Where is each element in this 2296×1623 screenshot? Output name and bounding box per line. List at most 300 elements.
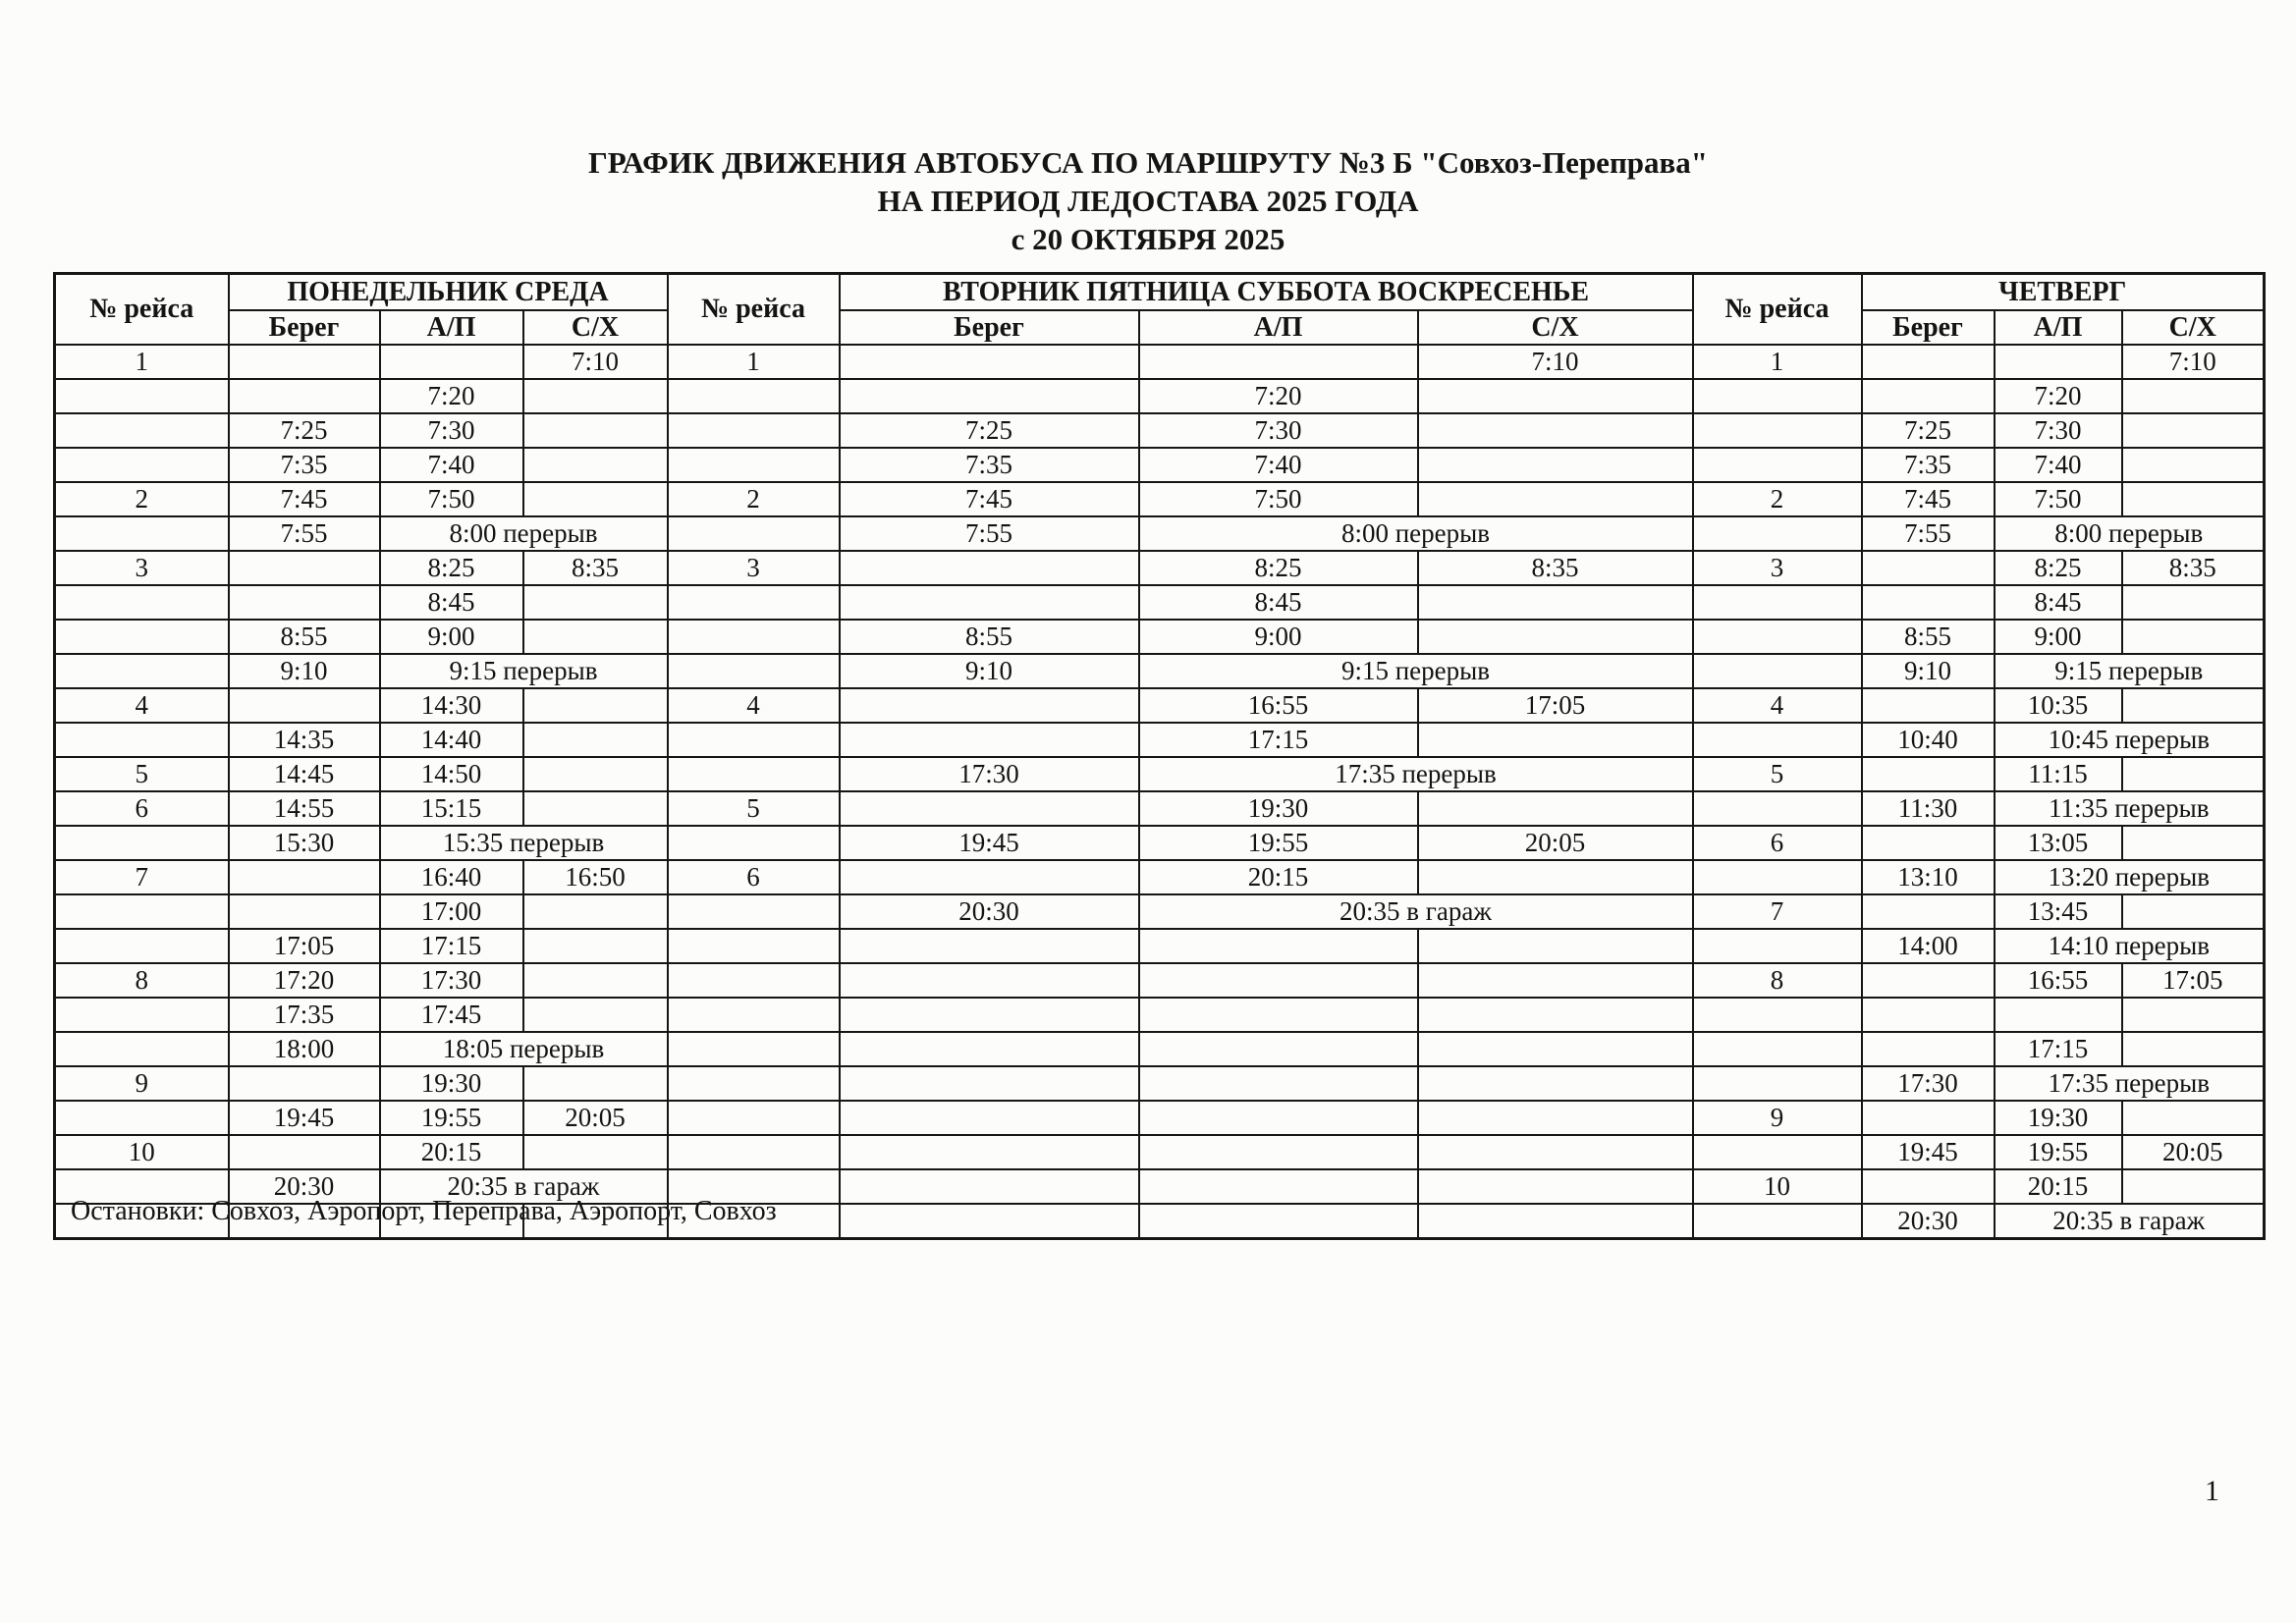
trip-number-cell: 4 — [1693, 688, 1862, 723]
time-cell: 10:35 — [1995, 688, 2122, 723]
trip-number-cell: 7 — [1693, 894, 1862, 929]
time-cell — [1418, 413, 1693, 448]
time-cell — [1418, 860, 1693, 894]
time-cell: 9:15 перерыв — [1139, 654, 1693, 688]
time-cell: 9:00 — [1995, 620, 2122, 654]
time-cell — [1418, 379, 1693, 413]
table-row — [55, 654, 2265, 688]
time-cell: 7:10 — [1418, 345, 1693, 379]
table-row — [55, 620, 2265, 654]
time-cell — [840, 379, 1139, 413]
time-cell — [840, 585, 1139, 620]
time-cell: 20:05 — [523, 1101, 668, 1135]
time-cell: 7:10 — [2122, 345, 2265, 379]
time-cell: 20:30 — [840, 894, 1139, 929]
time-cell — [840, 1169, 1139, 1204]
time-cell: 7:30 — [1995, 413, 2122, 448]
trip-number-cell: 9 — [1693, 1101, 1862, 1135]
time-cell: 7:40 — [1995, 448, 2122, 482]
trip-number-cell — [668, 1101, 840, 1135]
trip-number-cell: 10 — [1693, 1169, 1862, 1204]
time-cell: 17:30 — [380, 963, 523, 998]
trip-number-cell: 5 — [668, 791, 840, 826]
document-title — [0, 143, 2296, 258]
time-cell: 20:35 в гараж — [1139, 894, 1693, 929]
time-cell: 11:35 перерыв — [1995, 791, 2265, 826]
trip-number-cell — [1693, 1135, 1862, 1169]
trip-number-cell: 9 — [55, 1066, 229, 1101]
time-cell: 15:35 перерыв — [380, 826, 668, 860]
time-cell: 8:35 — [523, 551, 668, 585]
time-cell — [1862, 757, 1995, 791]
trip-number-cell: 5 — [1693, 757, 1862, 791]
time-cell — [840, 1101, 1139, 1135]
time-cell: 18:00 — [229, 1032, 380, 1066]
table-row — [55, 1066, 2265, 1101]
time-cell: 8:25 — [1139, 551, 1418, 585]
stop-header-bereg: Берег — [1862, 310, 1995, 345]
trip-number-cell — [55, 894, 229, 929]
trip-number-cell — [55, 448, 229, 482]
table-row — [55, 1101, 2265, 1135]
time-cell: 17:15 — [1995, 1032, 2122, 1066]
trip-number-cell — [1693, 448, 1862, 482]
time-cell: 7:45 — [229, 482, 380, 516]
time-cell — [523, 998, 668, 1032]
time-cell — [1862, 1032, 1995, 1066]
time-cell — [523, 379, 668, 413]
time-cell: 8:35 — [2122, 551, 2265, 585]
stop-header-sx: С/Х — [1418, 310, 1693, 345]
time-cell: 9:10 — [1862, 654, 1995, 688]
time-cell — [2122, 1101, 2265, 1135]
time-cell: 9:15 перерыв — [380, 654, 668, 688]
trip-number-cell: 3 — [668, 551, 840, 585]
time-cell: 13:05 — [1995, 826, 2122, 860]
time-cell — [1418, 963, 1693, 998]
trip-number-cell — [1693, 379, 1862, 413]
trip-number-cell — [55, 379, 229, 413]
time-cell: 7:50 — [380, 482, 523, 516]
table-row — [55, 826, 2265, 860]
stop-header-ap: А/П — [1995, 310, 2122, 345]
time-cell — [840, 998, 1139, 1032]
stops-note: Остановки: Совхоз, Аэропорт, Переправа, Аэропорт, Совхоз — [71, 1196, 777, 1226]
time-cell — [1418, 998, 1693, 1032]
trip-number-cell: 8 — [55, 963, 229, 998]
trip-number-cell — [668, 757, 840, 791]
time-cell — [1139, 929, 1418, 963]
table-row — [55, 757, 2265, 791]
time-cell — [229, 688, 380, 723]
trip-number-cell: 3 — [55, 551, 229, 585]
time-cell — [229, 345, 380, 379]
trip-number-cell: 4 — [55, 688, 229, 723]
time-cell: 13:45 — [1995, 894, 2122, 929]
time-cell: 16:50 — [523, 860, 668, 894]
time-cell — [523, 585, 668, 620]
time-cell: 19:30 — [380, 1066, 523, 1101]
time-cell — [229, 894, 380, 929]
time-cell: 15:15 — [380, 791, 523, 826]
time-cell — [229, 551, 380, 585]
time-cell: 14:50 — [380, 757, 523, 791]
time-cell — [2122, 413, 2265, 448]
time-cell — [1139, 345, 1418, 379]
trip-number-cell — [55, 723, 229, 757]
time-cell: 7:10 — [523, 345, 668, 379]
trip-number-header-thursday: № рейса — [1693, 274, 1862, 346]
trip-number-cell — [668, 826, 840, 860]
time-cell — [840, 1066, 1139, 1101]
table-row — [55, 929, 2265, 963]
time-cell: 9:15 перерыв — [1995, 654, 2265, 688]
time-cell: 19:45 — [1862, 1135, 1995, 1169]
time-cell — [2122, 1032, 2265, 1066]
trip-number-cell — [668, 620, 840, 654]
time-cell: 7:40 — [380, 448, 523, 482]
time-cell: 8:45 — [380, 585, 523, 620]
time-cell: 20:30 — [1862, 1204, 1995, 1239]
schedule-body — [55, 345, 2265, 1239]
time-cell — [229, 379, 380, 413]
time-cell — [1418, 448, 1693, 482]
table-row — [55, 963, 2265, 998]
stop-header-ap: А/П — [1139, 310, 1418, 345]
time-cell — [1139, 1169, 1418, 1204]
time-cell — [523, 723, 668, 757]
time-cell: 14:40 — [380, 723, 523, 757]
time-cell: 17:35 — [229, 998, 380, 1032]
table-row — [55, 688, 2265, 723]
time-cell: 9:00 — [380, 620, 523, 654]
time-cell: 20:05 — [1418, 826, 1693, 860]
table-row — [55, 791, 2265, 826]
stop-header-bereg: Берег — [840, 310, 1139, 345]
time-cell: 13:10 — [1862, 860, 1995, 894]
time-cell: 8:55 — [1862, 620, 1995, 654]
time-cell: 19:45 — [840, 826, 1139, 860]
trip-number-cell — [668, 585, 840, 620]
time-cell: 16:55 — [1995, 963, 2122, 998]
time-cell: 14:35 — [229, 723, 380, 757]
trip-number-cell: 2 — [1693, 482, 1862, 516]
trip-number-cell: 6 — [668, 860, 840, 894]
time-cell — [229, 860, 380, 894]
table-row — [55, 894, 2265, 929]
time-cell: 19:30 — [1995, 1101, 2122, 1135]
stop-header-ap: А/П — [380, 310, 523, 345]
table-row — [55, 448, 2265, 482]
time-cell — [523, 1066, 668, 1101]
time-cell — [1418, 1066, 1693, 1101]
trip-number-cell — [1693, 1204, 1862, 1239]
time-cell — [2122, 688, 2265, 723]
time-cell: 7:25 — [840, 413, 1139, 448]
time-cell — [840, 791, 1139, 826]
time-cell: 7:20 — [1139, 379, 1418, 413]
trip-number-cell — [668, 1032, 840, 1066]
time-cell: 15:30 — [229, 826, 380, 860]
time-cell: 16:55 — [1139, 688, 1418, 723]
time-cell — [523, 1135, 668, 1169]
trip-number-cell — [668, 929, 840, 963]
time-cell — [1862, 345, 1995, 379]
trip-number-cell: 2 — [55, 482, 229, 516]
trip-number-cell — [1693, 860, 1862, 894]
time-cell — [1139, 1204, 1418, 1239]
trip-number-header-mon-wed: № рейса — [55, 274, 229, 346]
day-header-monday-wednesday: ПОНЕДЕЛЬНИК СРЕДА — [229, 274, 668, 311]
time-cell: 9:10 — [229, 654, 380, 688]
trip-number-cell — [1693, 1066, 1862, 1101]
trip-number-cell: 2 — [668, 482, 840, 516]
time-cell — [2122, 482, 2265, 516]
time-cell: 8:25 — [1995, 551, 2122, 585]
time-cell: 17:15 — [380, 929, 523, 963]
time-cell — [2122, 448, 2265, 482]
table-row — [55, 1032, 2265, 1066]
time-cell: 8:35 — [1418, 551, 1693, 585]
time-cell: 17:30 — [1862, 1066, 1995, 1101]
time-cell — [1139, 963, 1418, 998]
time-cell — [1862, 379, 1995, 413]
table-row — [55, 413, 2265, 448]
time-cell: 20:15 — [1139, 860, 1418, 894]
time-cell — [523, 757, 668, 791]
trip-number-cell — [55, 826, 229, 860]
time-cell: 14:45 — [229, 757, 380, 791]
time-cell — [2122, 585, 2265, 620]
trip-number-cell — [55, 654, 229, 688]
time-cell — [840, 929, 1139, 963]
time-cell — [523, 929, 668, 963]
table-row — [55, 998, 2265, 1032]
stop-header-sx: С/Х — [523, 310, 668, 345]
trip-number-cell — [668, 723, 840, 757]
time-cell: 7:40 — [1139, 448, 1418, 482]
time-cell — [2122, 379, 2265, 413]
trip-number-cell: 6 — [55, 791, 229, 826]
time-cell — [840, 1032, 1139, 1066]
time-cell: 7:35 — [840, 448, 1139, 482]
time-cell — [1418, 1135, 1693, 1169]
time-cell: 8:00 перерыв — [380, 516, 668, 551]
time-cell: 17:05 — [2122, 963, 2265, 998]
trip-number-cell: 5 — [55, 757, 229, 791]
time-cell — [1418, 620, 1693, 654]
time-cell: 7:45 — [840, 482, 1139, 516]
trip-number-cell — [668, 1135, 840, 1169]
time-cell: 8:45 — [1995, 585, 2122, 620]
time-cell: 11:15 — [1995, 757, 2122, 791]
trip-number-cell — [668, 963, 840, 998]
table-row — [55, 379, 2265, 413]
stop-header-sx: С/Х — [2122, 310, 2265, 345]
table-row — [55, 482, 2265, 516]
trip-number-cell: 8 — [1693, 963, 1862, 998]
time-cell — [840, 688, 1139, 723]
time-cell — [1995, 998, 2122, 1032]
time-cell: 8:55 — [840, 620, 1139, 654]
time-cell — [1862, 998, 1995, 1032]
time-cell — [1862, 585, 1995, 620]
time-cell — [523, 448, 668, 482]
time-cell: 7:35 — [1862, 448, 1995, 482]
time-cell — [1418, 1204, 1693, 1239]
time-cell: 7:55 — [840, 516, 1139, 551]
time-cell — [1862, 688, 1995, 723]
time-cell: 11:30 — [1862, 791, 1995, 826]
time-cell: 20:15 — [380, 1135, 523, 1169]
time-cell: 14:55 — [229, 791, 380, 826]
trip-number-cell — [1693, 723, 1862, 757]
trip-number-cell — [55, 929, 229, 963]
time-cell — [1418, 1169, 1693, 1204]
time-cell — [1418, 723, 1693, 757]
trip-number-cell — [55, 620, 229, 654]
table-row — [55, 1135, 2265, 1169]
time-cell: 7:55 — [229, 516, 380, 551]
time-cell: 10:40 — [1862, 723, 1995, 757]
time-cell: 17:15 — [1139, 723, 1418, 757]
page-number: 1 — [2205, 1475, 2219, 1507]
time-cell — [840, 1135, 1139, 1169]
time-cell — [1995, 345, 2122, 379]
time-cell: 17:35 перерыв — [1995, 1066, 2265, 1101]
time-cell: 7:20 — [1995, 379, 2122, 413]
stop-header-bereg: Берег — [229, 310, 380, 345]
time-cell: 20:05 — [2122, 1135, 2265, 1169]
title-line-route: ГРАФИК ДВИЖЕНИЯ АВТОБУСА ПО МАРШРУТУ №3 Б "Совхоз-Переправа" — [587, 145, 1708, 180]
table-row — [55, 585, 2265, 620]
trip-number-cell: 1 — [1693, 345, 1862, 379]
time-cell — [2122, 757, 2265, 791]
time-cell — [1139, 1066, 1418, 1101]
trip-number-cell — [668, 894, 840, 929]
trip-number-cell — [668, 448, 840, 482]
trip-number-cell — [1693, 654, 1862, 688]
title-line-date: с 20 ОКТЯБРЯ 2025 — [1011, 222, 1285, 256]
time-cell: 17:00 — [380, 894, 523, 929]
time-cell — [523, 791, 668, 826]
trip-number-cell — [1693, 516, 1862, 551]
time-cell — [523, 894, 668, 929]
time-cell — [840, 963, 1139, 998]
time-cell: 18:05 перерыв — [380, 1032, 668, 1066]
trip-number-cell — [668, 516, 840, 551]
time-cell — [523, 963, 668, 998]
time-cell: 8:45 — [1139, 585, 1418, 620]
trip-number-cell — [55, 1032, 229, 1066]
time-cell: 7:35 — [229, 448, 380, 482]
bus-schedule-table — [53, 272, 2266, 1240]
trip-number-cell — [55, 413, 229, 448]
time-cell — [840, 1204, 1139, 1239]
time-cell — [523, 413, 668, 448]
table-row — [55, 860, 2265, 894]
time-cell — [1418, 585, 1693, 620]
time-cell — [523, 688, 668, 723]
time-cell — [1418, 482, 1693, 516]
day-header-tue-fri-sat-sun: ВТОРНИК ПЯТНИЦА СУББОТА ВОСКРЕСЕНЬЕ — [840, 274, 1693, 311]
time-cell: 9:00 — [1139, 620, 1418, 654]
time-cell: 7:45 — [1862, 482, 1995, 516]
trip-number-cell: 7 — [55, 860, 229, 894]
trip-number-cell — [55, 585, 229, 620]
time-cell — [523, 620, 668, 654]
time-cell: 13:20 перерыв — [1995, 860, 2265, 894]
trip-number-cell: 1 — [668, 345, 840, 379]
time-cell — [2122, 998, 2265, 1032]
time-cell — [1139, 1135, 1418, 1169]
trip-number-cell — [668, 379, 840, 413]
time-cell: 8:55 — [229, 620, 380, 654]
time-cell: 19:45 — [229, 1101, 380, 1135]
time-cell: 17:05 — [1418, 688, 1693, 723]
time-cell — [1862, 1169, 1995, 1204]
trip-number-cell — [1693, 998, 1862, 1032]
time-cell: 19:55 — [380, 1101, 523, 1135]
time-cell — [1139, 1101, 1418, 1135]
time-cell — [1418, 1032, 1693, 1066]
table-row — [55, 516, 2265, 551]
time-cell — [1418, 791, 1693, 826]
time-cell: 16:40 — [380, 860, 523, 894]
time-cell: 7:25 — [229, 413, 380, 448]
trip-number-cell: 6 — [1693, 826, 1862, 860]
time-cell: 17:35 перерыв — [1139, 757, 1693, 791]
trip-number-cell: 10 — [55, 1135, 229, 1169]
time-cell: 19:30 — [1139, 791, 1418, 826]
time-cell — [229, 585, 380, 620]
trip-number-cell — [55, 1101, 229, 1135]
time-cell: 14:00 — [1862, 929, 1995, 963]
time-cell — [1418, 929, 1693, 963]
time-cell: 7:25 — [1862, 413, 1995, 448]
trip-number-cell — [1693, 585, 1862, 620]
time-cell: 20:15 — [1995, 1169, 2122, 1204]
trip-number-cell — [1693, 413, 1862, 448]
time-cell — [1862, 894, 1995, 929]
trip-number-cell — [668, 998, 840, 1032]
time-cell: 17:20 — [229, 963, 380, 998]
trip-number-cell: 4 — [668, 688, 840, 723]
time-cell — [1862, 551, 1995, 585]
trip-number-cell — [1693, 929, 1862, 963]
trip-number-cell — [55, 516, 229, 551]
time-cell — [1862, 826, 1995, 860]
time-cell: 20:35 в гараж — [380, 1169, 668, 1204]
time-cell: 10:45 перерыв — [1995, 723, 2265, 757]
time-cell: 7:30 — [1139, 413, 1418, 448]
time-cell — [380, 345, 523, 379]
time-cell: 20:30 — [229, 1169, 380, 1204]
time-cell — [840, 860, 1139, 894]
time-cell — [1862, 1101, 1995, 1135]
trip-number-cell — [668, 1066, 840, 1101]
time-cell: 7:50 — [1139, 482, 1418, 516]
trip-number-cell — [1693, 1032, 1862, 1066]
trip-number-header-tue-fri-sat-sun: № рейса — [668, 274, 840, 346]
time-cell: 17:45 — [380, 998, 523, 1032]
time-cell — [840, 551, 1139, 585]
time-cell — [1862, 963, 1995, 998]
time-cell — [840, 345, 1139, 379]
time-cell: 8:00 перерыв — [1995, 516, 2265, 551]
title-line-period: НА ПЕРИОД ЛЕДОСТАВА 2025 ГОДА — [877, 184, 1419, 218]
time-cell — [1139, 998, 1418, 1032]
